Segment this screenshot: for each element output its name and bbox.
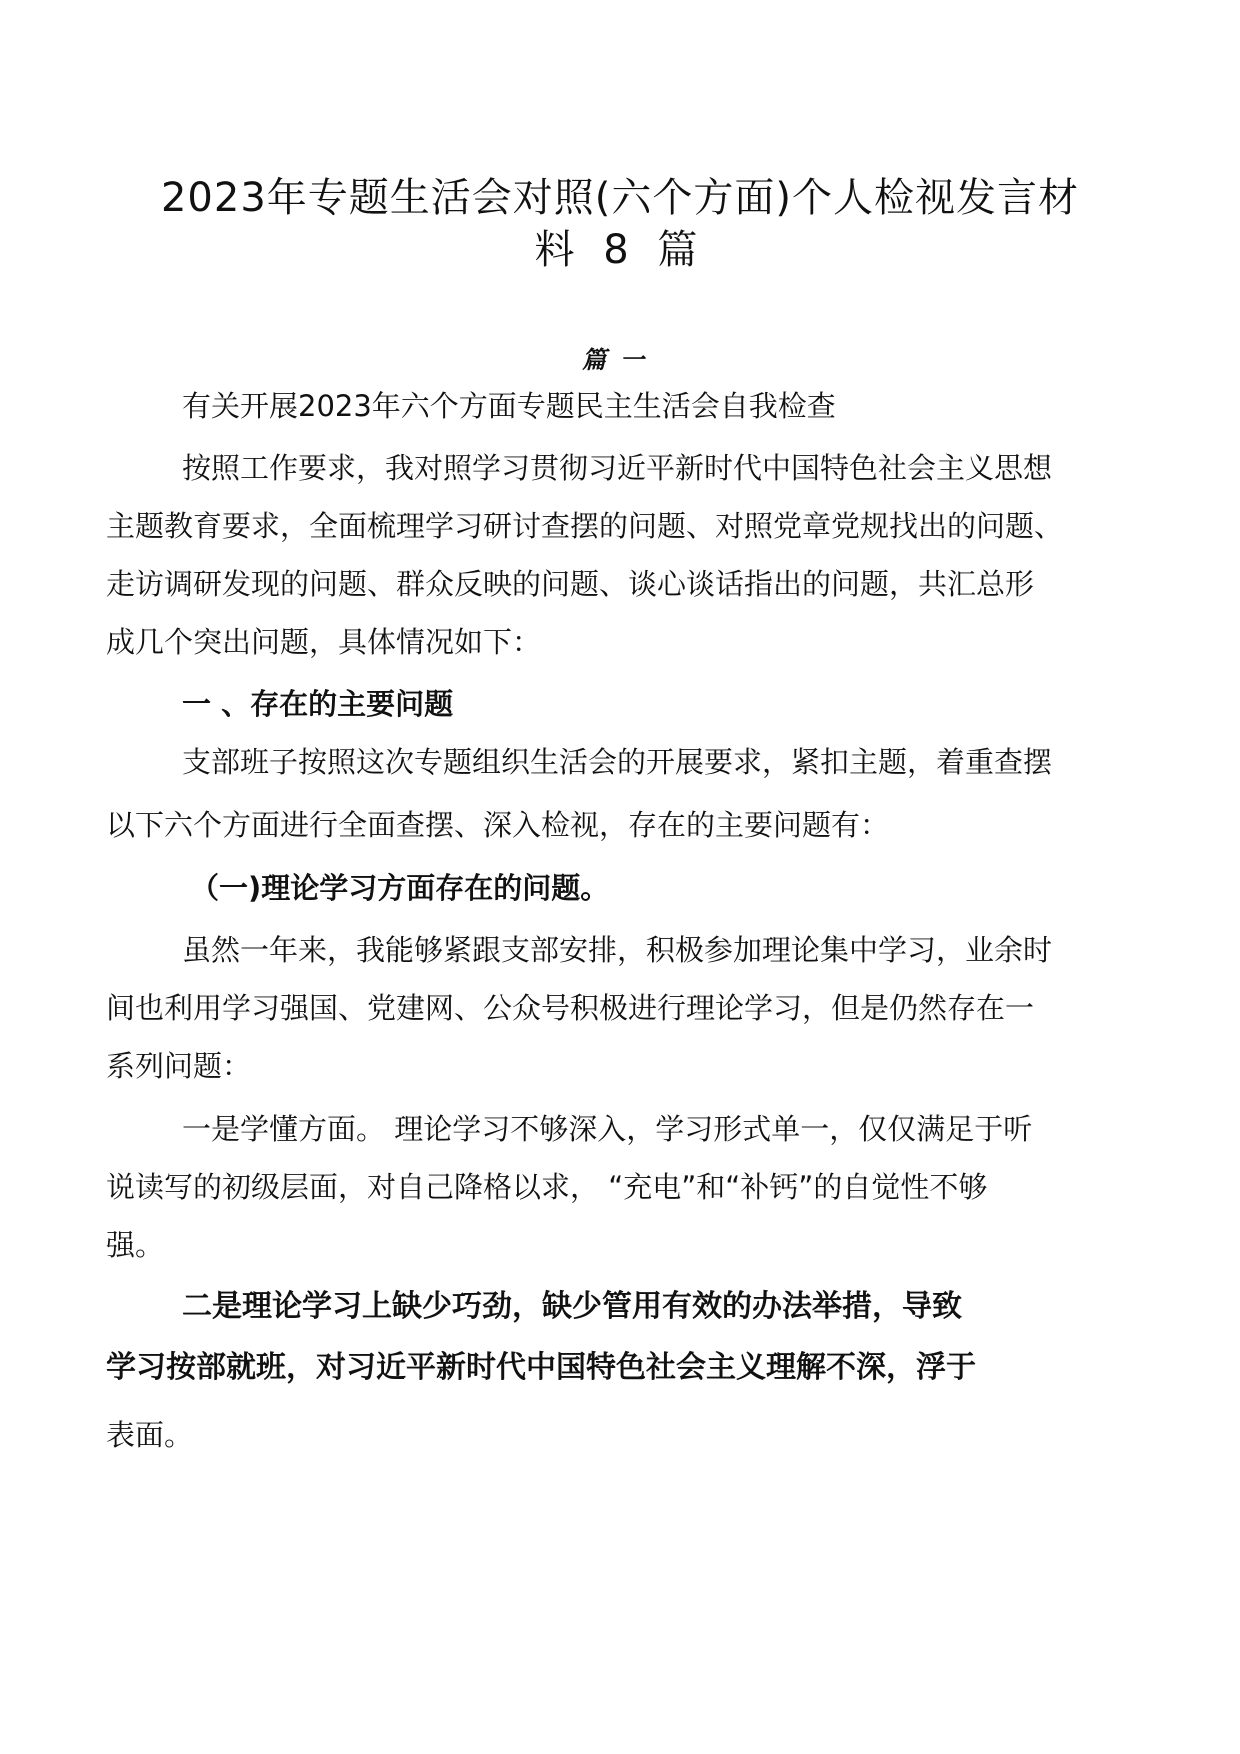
paragraph-line: 以下六个方面进行全面查摆、深入检视，存在的主要问题有： — [106, 808, 890, 842]
paragraph-line: 虽然一年来，我能够紧跟支部安排，积极参加理论集中学习，业余时 — [182, 933, 1053, 967]
document-title-line-1: 2023年专题生活会对照(六个方面)个人检视发言材 — [160, 175, 1079, 221]
section-heading: 篇一 — [582, 345, 658, 374]
paragraph-line: 一是学懂方面。 理论学习不够深入，学习形式单一，仅仅满足于听 — [182, 1112, 1033, 1146]
paragraph-line: 说读写的初级层面，对自己降格以求， “充电”和“补钙”的自觉性不够 — [106, 1170, 988, 1204]
paragraph-line: 间也利用学习强国、党建网、公众号积极进行理论学习，但是仍然存在一 — [106, 991, 1035, 1025]
bold-paragraph-line: 学习按部就班，对习近平新时代中国特色社会主义理解不深，浮于 — [106, 1350, 976, 1385]
paragraph-line: 成几个突出问题，具体情况如下： — [106, 625, 542, 659]
paragraph-line: 主题教育要求，全面梳理学习研讨查摆的问题、对照党章党规找出的问题、 — [106, 509, 1064, 543]
heading-main-problems: 一 、存在的主要问题 — [182, 687, 454, 721]
paragraph-line: 表面。 — [106, 1418, 194, 1452]
paragraph-line: 按照工作要求，我对照学习贯彻习近平新时代中国特色社会主义思想 — [182, 451, 1053, 485]
paragraph-line: 强。 — [106, 1228, 165, 1262]
subheading-theory-study: （一)理论学习方面存在的问题。 — [190, 871, 610, 905]
paragraph-line: 有关开展2023年六个方面专题民主生活会自我检查 — [182, 389, 836, 423]
paragraph-line: 走访调研发现的问题、群众反映的问题、谈心谈话指出的问题，共汇总形 — [106, 567, 1035, 601]
bold-paragraph-line: 二是理论学习上缺少巧劲，缺少管用有效的办法举措，导致 — [182, 1289, 962, 1324]
document-title-line-2: 料 8 篇 — [534, 227, 706, 273]
paragraph-line: 系列问题： — [106, 1049, 252, 1083]
paragraph-line: 支部班子按照这次专题组织生活会的开展要求，紧扣主题，着重查摆 — [182, 745, 1053, 779]
